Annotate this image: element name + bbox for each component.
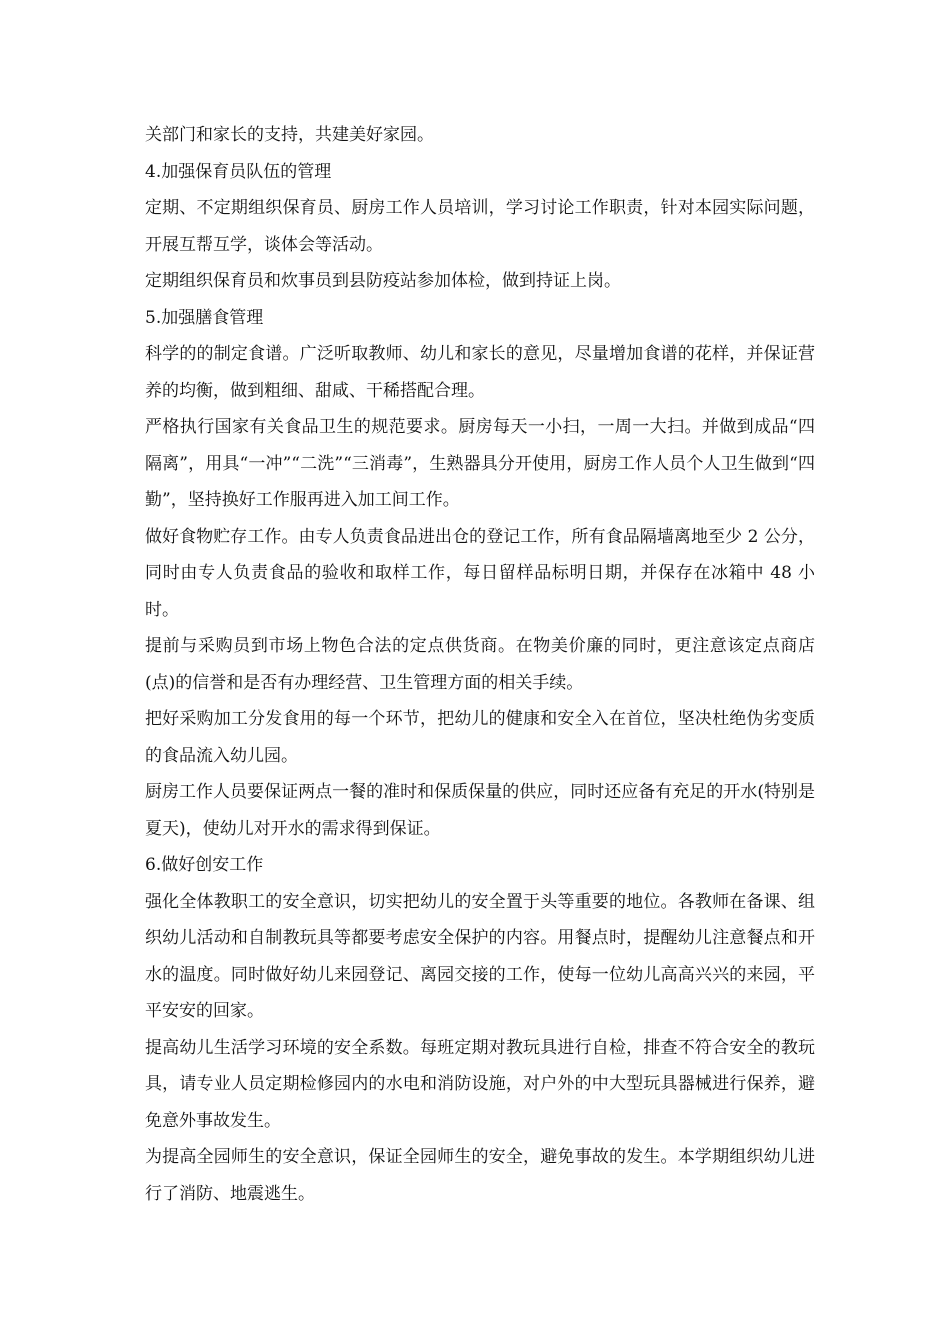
paragraph: 提前与采购员到市场上物色合法的定点供货商。在物美价廉的同时，更注意该定点商店(点)的信誉和是否有办理经营、卫生管理方面的相关手续。 xyxy=(145,636,815,693)
paragraph: 为提高全园师生的安全意识，保证全园师生的安全，避免事故的发生。本学期组织幼儿进行了消防、地震逃生。 xyxy=(145,1147,815,1204)
paragraph: 科学的的制定食谱。广泛听取教师、幼儿和家长的意见，尽量增加食谱的花样，并保证营养的均衡，做到粗细、甜咸、干稀搭配合理。 xyxy=(145,344,815,401)
paragraph: 关部门和家长的支持，共建美好家园。 xyxy=(145,125,434,145)
paragraph: 做好食物贮存工作。由专人负责食品进出仓的登记工作，所有食品隔墙离地至少 2 公分，同时由专人负责食品的验收和取样工作，每日留样品标明日期，并保存在冰箱中 48 小时。 xyxy=(145,526,815,620)
paragraph: 提高幼儿生活学习环境的安全系数。每班定期对教玩具进行自检，排查不符合安全的教玩具，请专业人员定期检修园内的水电和消防设施，对户外的中大型玩具器械进行保养，避免意外事故发生。 xyxy=(145,1037,815,1131)
paragraph: 把好采购加工分发食用的每一个环节，把幼儿的健康和安全入在首位，坚决杜绝伪劣变质的食品流入幼儿园。 xyxy=(145,709,815,766)
paragraph: 定期、不定期组织保育员、厨房工作人员培训，学习讨论工作职责，针对本园实际问题，开展互帮互学，谈体会等活动。 xyxy=(145,198,815,255)
paragraph: 定期组织保育员和炊事员到县防疫站参加体检，做到持证上岗。 xyxy=(145,271,621,291)
paragraph: 严格执行国家有关食品卫生的规范要求。厨房每天一小扫，一周一大扫。并做到成品“四隔离”，用具“一冲”“二洗”“三消毒”，生熟器具分开使用，厨房工作人员个人卫生做到“四勤”，坚持换好工作服再进入加工间工作。 xyxy=(145,417,815,510)
document-body xyxy=(145,117,815,1212)
paragraph: 强化全体教职工的安全意识，切实把幼儿的安全置于头等重要的地位。各教师在备课、组织幼儿活动和自制教玩具等都要考虑安全保护的内容。用餐点时，提醒幼儿注意餐点和开水的温度。同时做好幼儿来园登记、离园交接的工作，使每一位幼儿高高兴兴的来园，平平安安的回家。 xyxy=(145,891,815,1021)
section-heading-5: 5.加强膳食管理 xyxy=(145,307,264,328)
paragraph: 厨房工作人员要保证两点一餐的准时和保质保量的供应，同时还应备有充足的开水(特别是夏天)，使幼儿对开水的需求得到保证。 xyxy=(145,782,815,839)
section-heading-6: 6.做好创安工作 xyxy=(145,855,264,875)
section-heading-4: 4.加强保育员队伍的管理 xyxy=(145,161,332,182)
